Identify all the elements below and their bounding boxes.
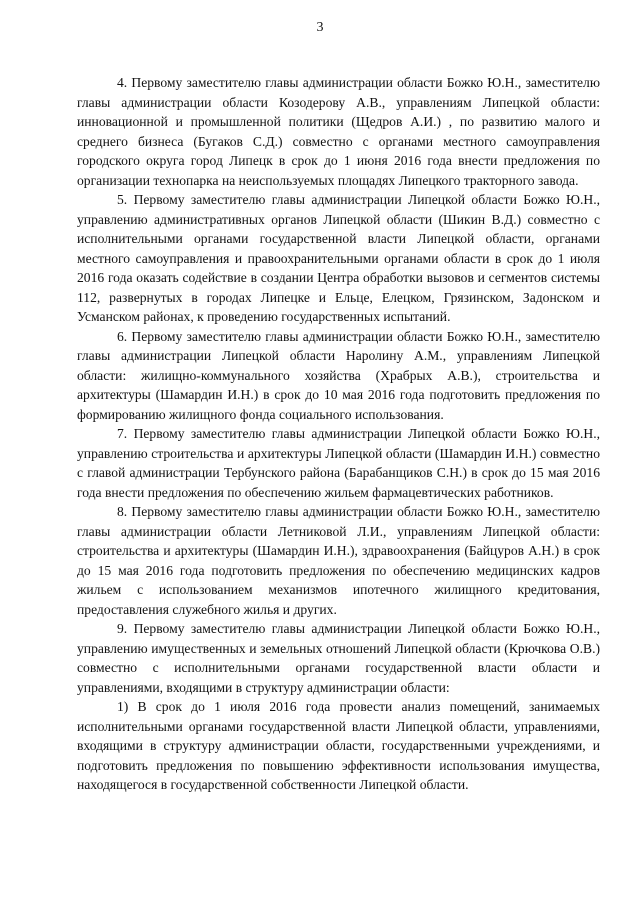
paragraph-item-6: 6. Первому заместителю главы администрации области Божко Ю.Н., заместителю главы администрации Липецкой области Наролину А.М., управлениям Липецкой области: жилищно-коммунального хозяйства (Храбрых А.В.), строительства и архитектуры (Шамардин И.Н.) в срок до 10 мая 2016 года подготовить предложения по формированию жилищного фонда социального использования. [77,328,600,422]
document-body [77,73,600,795]
paragraph-subitem-9-1: 1) В срок до 1 июля 2016 года провести анализ помещений, занимаемых исполнительными органами государственной власти Липецкой области, управлениями, входящими в структуру администрации области, государственными учреждениями, и подготовить предложения по повышению эффективности использования имущества, находящегося в государственной собственности Липецкой области. [77,699,600,792]
paragraph-item-8: 8. Первому заместителю главы администрации области Божко Ю.Н., заместителю главы администрации области Летниковой Л.И., управлениям Липецкой области: строительства и архитектуры (Шамардин И.Н.), здравоохранения (Байцуров А.Н.) в срок до 15 мая 2016 года подготовить предложения по обеспечению медицинских кадров жильем с использованием механизмов ипотечного жилищного кредитования, предоставления служебного жилья и других. [77,504,600,617]
paragraph-item-7: 7. Первому заместителю главы администрации Липецкой области Божко Ю.Н., управлению строительства и архитектуры Липецкой области (Шамардин И.Н.) совместно с главой администрации Тербунского района (Барабанщиков С.Н.) в срок до 15 мая 2016 года внести предложения по обеспечению жильем фармацевтических работников. [77,426,600,500]
paragraph-item-4: 4. Первому заместителю главы администрации области Божко Ю.Н., заместителю главы администрации области Козодерову А.В., управлениям Липецкой области: инновационной и промышленной политики (Щедров А.И.) , по развитию малого и среднего бизнеса (Бугаков С.Д.) совместно с органами местного самоуправления городского округа город Липецк в срок до 1 июня 2016 года внести предложения по организации технопарка на неиспользуемых площадях Липецкого тракторного завода. [77,75,600,188]
page-number: 3 [316,20,324,35]
paragraph-item-5: 5. Первому заместителю главы администрации Липецкой области Божко Ю.Н., управлению административных органов Липецкой области (Шикин В.Д.) совместно с исполнительными органами государственной власти Липецкой области, органами местного самоуправления и правоохранительными органами области в срок до 1 июля 2016 года оказать содействие в создании Центра обработки вызовов и сегментов системы 112, развернутых в городах Липецке и Ельце, Елецком, Грязинском, Задонском и Усманском районах, к проведению государственных испытаний. [77,192,600,324]
paragraph-item-9: 9. Первому заместителю главы администрации Липецкой области Божко Ю.Н., управлению имущественных и земельных отношений Липецкой области (Крючкова О.В.) совместно с исполнительными органами государственной власти области и управлениями, входящими в структуру администрации области: [77,621,600,695]
